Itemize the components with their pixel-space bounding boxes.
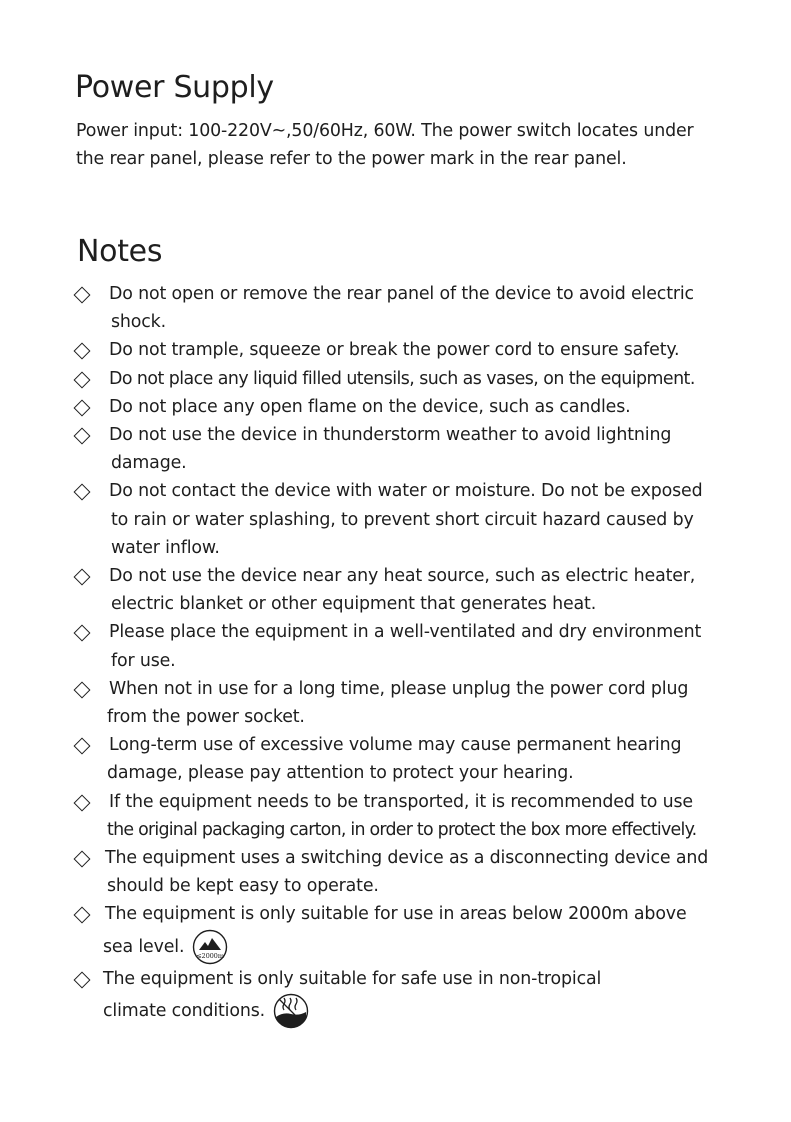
note-line: The equipment uses a switching device as a disconnecting device and — [105, 848, 709, 869]
note-item — [0, 393, 791, 421]
note-line: Do not open or remove the rear panel of the device to avoid electric — [109, 284, 694, 304]
note-line: Long-term use of excessive volume may cause permanent hearing — [109, 735, 682, 756]
note-item — [0, 336, 791, 364]
note-item — [0, 477, 791, 562]
note-line: water inflow. — [111, 537, 220, 558]
note-line: Do not use the device in thunderstorm weather to avoid lightning — [109, 425, 672, 446]
note-item — [0, 731, 791, 787]
note-item — [0, 562, 791, 618]
note-item — [0, 280, 791, 336]
note-item — [0, 900, 791, 964]
power-supply-text — [76, 117, 756, 173]
note-line — [0, 993, 791, 1029]
note-line: Do not trample, squeeze or break the power cord to ensure safety. — [109, 340, 680, 361]
note-line: Do not use the device near any heat source, such as electric heater, — [109, 566, 696, 587]
note-line: from the power socket. — [107, 707, 305, 728]
note-line-text: climate conditions. — [103, 1000, 266, 1021]
power-supply-line: the rear panel, please refer to the power mark in the rear panel. — [76, 149, 627, 169]
note-item — [0, 365, 791, 393]
note-line: to rain or water splashing, to prevent short circuit hazard caused by — [111, 509, 694, 530]
note-item — [0, 788, 791, 844]
note-line: The equipment is only suitable for use in areas below 2000m above — [105, 904, 687, 925]
note-item — [0, 965, 791, 1029]
altitude-2000m-icon — [192, 929, 228, 965]
note-line: damage. — [111, 453, 187, 474]
note-item — [0, 618, 791, 674]
altitude-symbol-label: ≤2000m — [196, 951, 225, 960]
notes-list — [0, 280, 791, 1029]
power-supply-heading: Power Supply — [75, 70, 274, 105]
note-line: the original packaging carton, in order to protect the box more effectively. — [107, 819, 697, 840]
notes-heading: Notes — [77, 234, 163, 269]
power-supply-line: Power input: 100-220V~,50/60Hz, 60W. The power switch locates under — [76, 121, 694, 141]
note-line: When not in use for a long time, please unplug the power cord plug — [109, 678, 689, 699]
note-line: If the equipment needs to be transported, it is recommended to use — [109, 791, 693, 812]
note-line: damage, please pay attention to protect your hearing. — [107, 763, 574, 784]
note-line: should be kept easy to operate. — [107, 876, 379, 897]
note-item — [0, 675, 791, 731]
note-line: Do not place any liquid filled utensils, such as vases, on the equipment. — [109, 368, 695, 389]
note-line: Please place the equipment in a well-ventilated and dry environment — [109, 622, 702, 643]
note-line — [0, 929, 791, 965]
note-line: shock. — [111, 312, 166, 333]
note-item — [0, 844, 791, 900]
note-line: Do not contact the device with water or moisture. Do not be exposed — [109, 481, 703, 502]
note-item — [0, 421, 791, 477]
note-line: for use. — [111, 650, 176, 671]
non-tropical-climate-icon — [273, 993, 309, 1029]
note-line: Do not place any open flame on the device, such as candles. — [109, 396, 631, 417]
note-line: The equipment is only suitable for safe use in non-tropical — [103, 968, 602, 989]
note-line-text: sea level. — [103, 936, 185, 957]
note-line: electric blanket or other equipment that generates heat. — [111, 594, 597, 615]
